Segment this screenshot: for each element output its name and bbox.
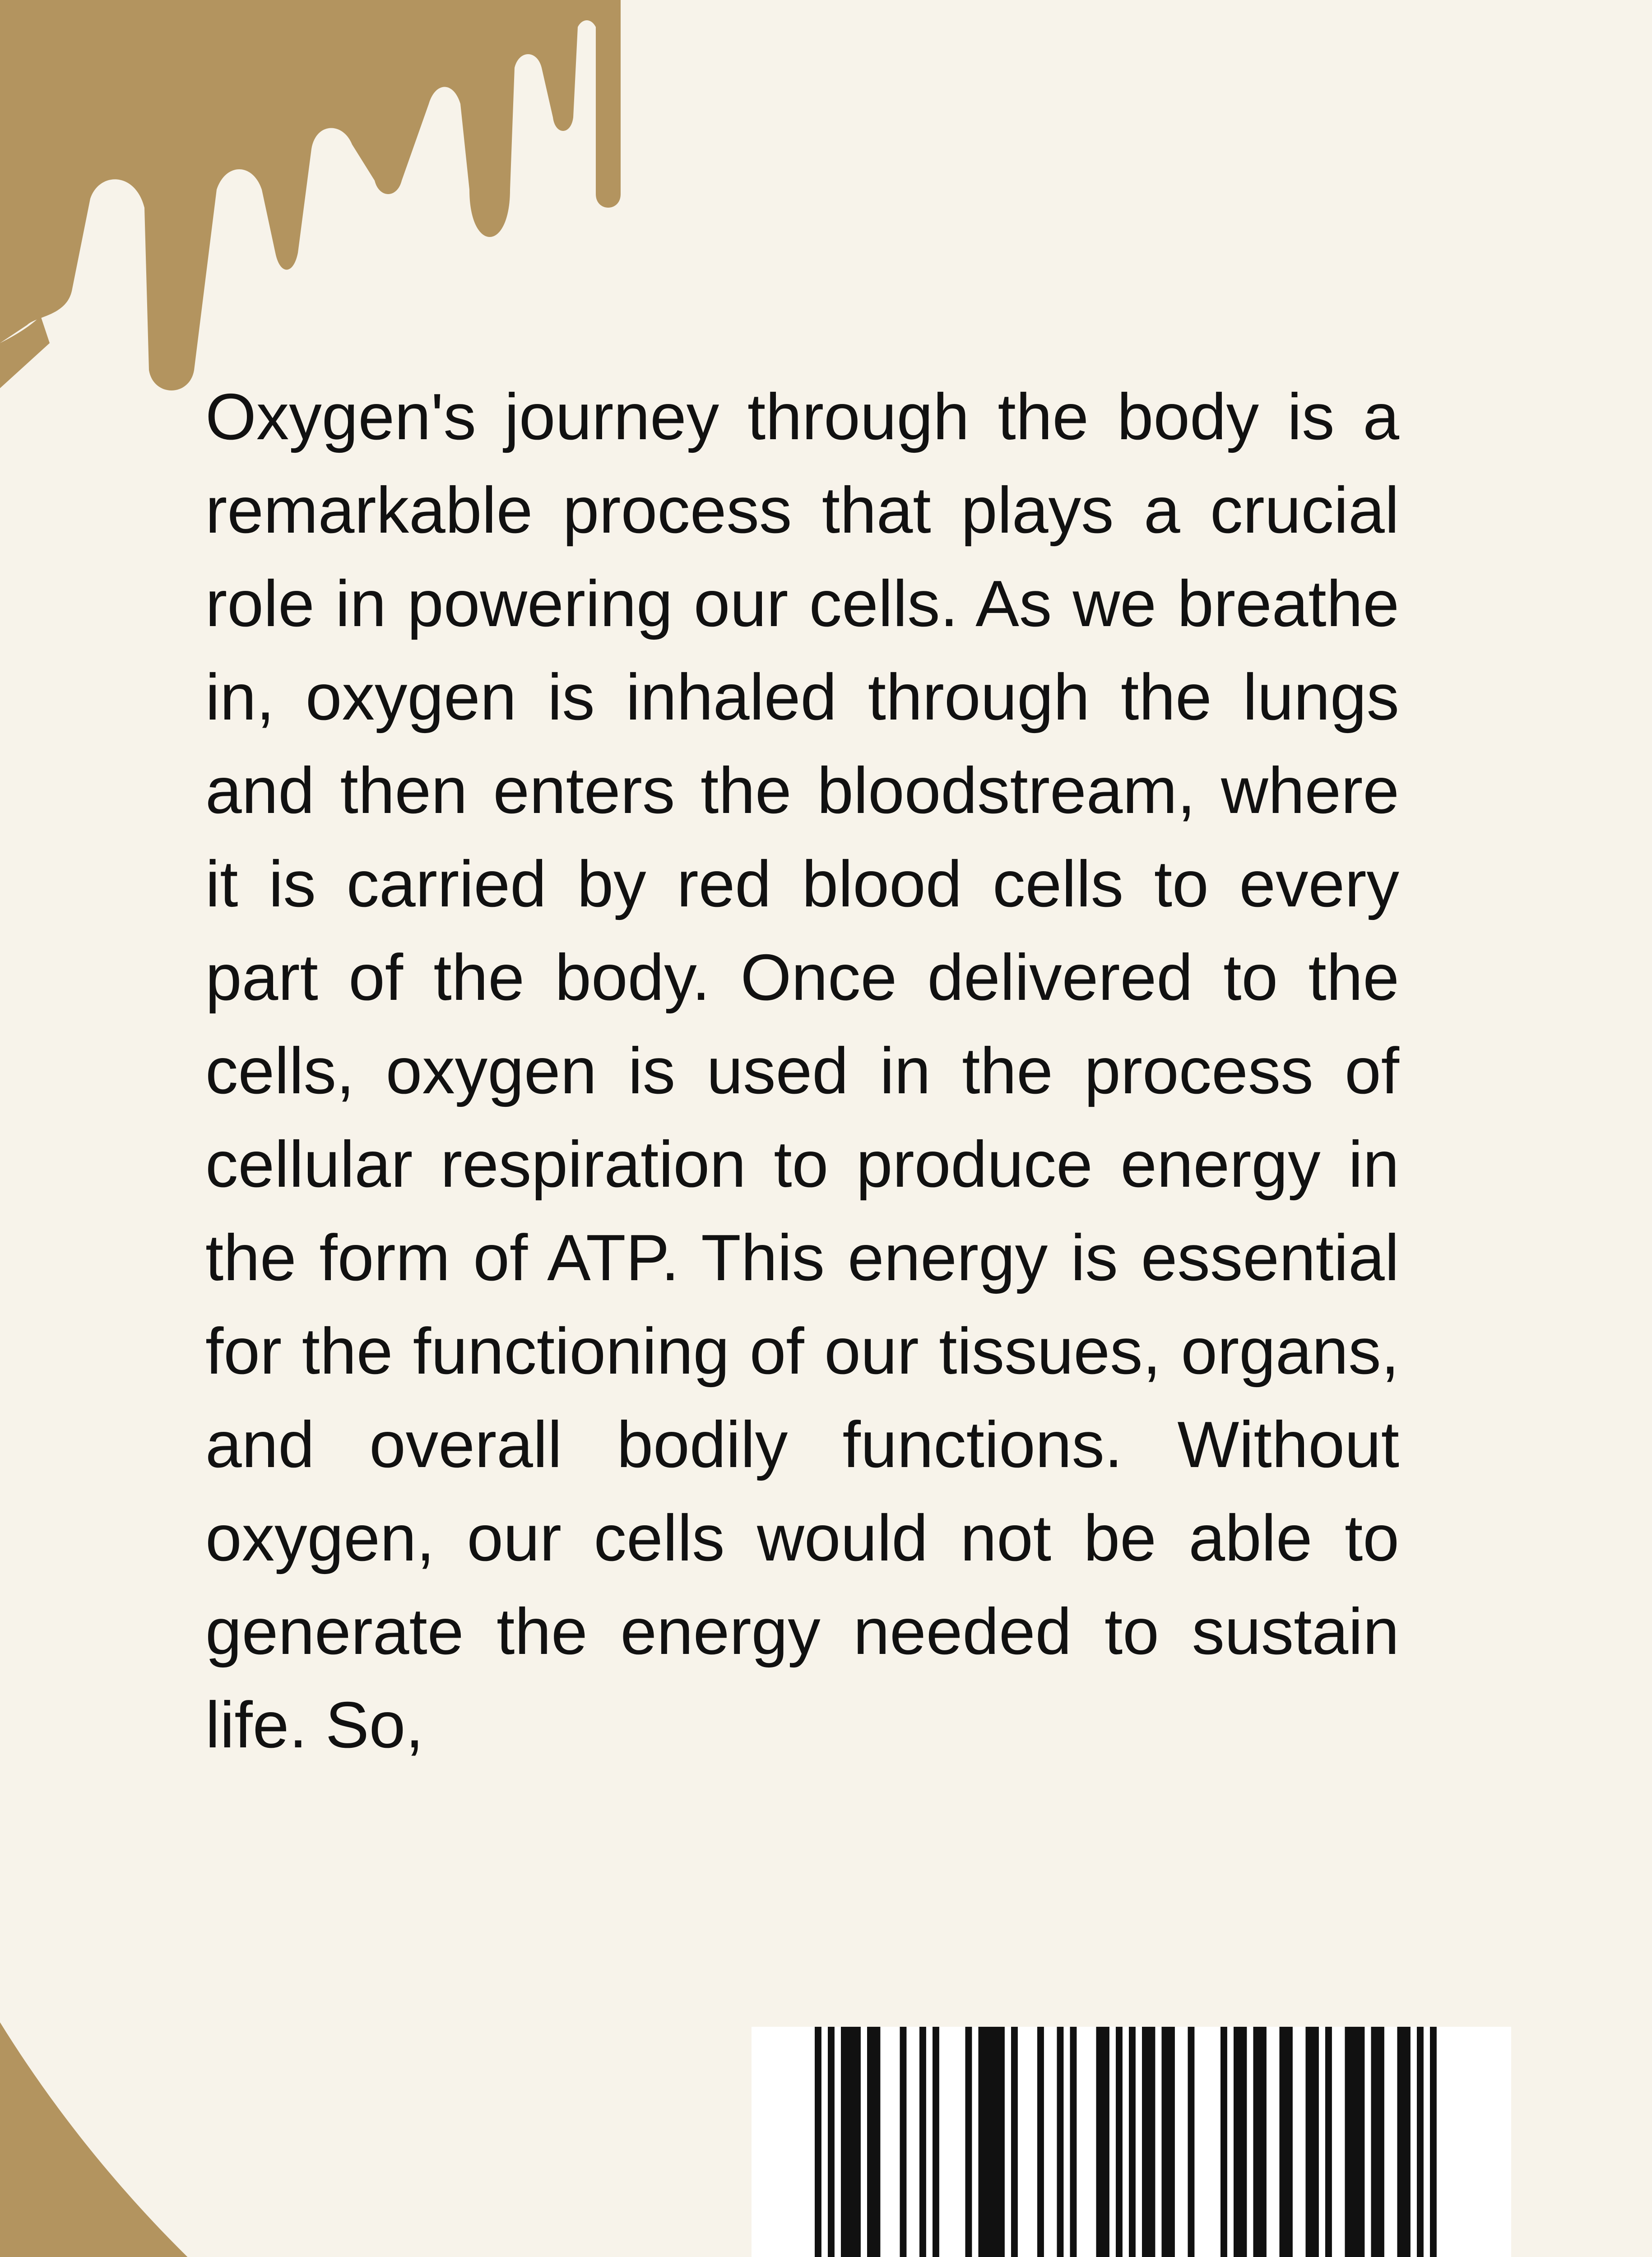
barcode-bar <box>979 2027 985 2257</box>
barcode-bar <box>992 2027 998 2257</box>
barcode-bar <box>1240 2027 1247 2257</box>
barcode-bar <box>1306 2027 1313 2257</box>
barcode-bar <box>854 2027 861 2257</box>
barcode-bar <box>1253 2027 1260 2257</box>
barcode-bar <box>1037 2027 1044 2257</box>
barcode-bar <box>900 2027 907 2257</box>
barcode-bar <box>1358 2027 1365 2257</box>
barcode-bar <box>1096 2027 1103 2257</box>
barcode-bar <box>1188 2027 1195 2257</box>
barcode-bar <box>1168 2027 1175 2257</box>
barcode-bar <box>1070 2027 1077 2257</box>
barcode-bar <box>1371 2027 1378 2257</box>
barcode-bar <box>1351 2027 1358 2257</box>
barcode-bar <box>1162 2027 1169 2257</box>
barcode-bar <box>1234 2027 1240 2257</box>
barcode-bar <box>1057 2027 1064 2257</box>
barcode-bar <box>1280 2027 1286 2257</box>
barcode-bar <box>1011 2027 1018 2257</box>
barcode-bar <box>1397 2027 1404 2257</box>
barcode-bar <box>1325 2027 1332 2257</box>
barcode-bar <box>1149 2027 1155 2257</box>
barcode-bar <box>919 2027 926 2257</box>
barcode-bar <box>998 2027 1005 2257</box>
barcode-bar <box>1378 2027 1384 2257</box>
barcode-bar <box>848 2027 854 2257</box>
barcode-bar <box>1260 2027 1267 2257</box>
barcode-bar <box>841 2027 848 2257</box>
barcode-guard-bar <box>1129 2027 1136 2257</box>
barcode-bars <box>752 2027 1511 2257</box>
barcode-guard-bar <box>1417 2027 1424 2257</box>
isbn-barcode <box>752 2027 1511 2257</box>
barcode-guard-bar <box>1116 2027 1123 2257</box>
barcode-bar <box>1286 2027 1293 2257</box>
back-cover-blurb: Oxygen's journey through the body is a remarkable process that plays a crucial role in powering our cells. As we breathe in, oxygen is inhaled through the lungs and then enters the bloodstream, where it is carried by red blood cells to every part of the body. Once delivered to the cells, oxygen is used in the process of cellular respiration to produce energy in the form of ATP. This energy is essential for the functioning of our tissues, organs, and overall bodily functions. Without oxygen, our cells would not be able to generate the energy needed to sustain life. So, <box>205 380 1399 1761</box>
barcode-bar <box>867 2027 874 2257</box>
barcode-bar <box>965 2027 972 2257</box>
barcode-guard-bar <box>828 2027 835 2257</box>
barcode-bar <box>1220 2027 1227 2257</box>
barcode-bar <box>933 2027 939 2257</box>
barcode-guard-bar <box>1430 2027 1437 2257</box>
paint-drip-decoration <box>0 0 621 390</box>
barcode-bar <box>1142 2027 1149 2257</box>
barcode-bar <box>1103 2027 1109 2257</box>
barcode-bar <box>1404 2027 1411 2257</box>
barcode-bar <box>985 2027 992 2257</box>
barcode-bar <box>874 2027 881 2257</box>
corner-arc-decoration <box>0 2022 510 2257</box>
barcode-bar <box>1345 2027 1352 2257</box>
barcode-bar <box>1312 2027 1319 2257</box>
barcode-guard-bar <box>815 2027 821 2257</box>
